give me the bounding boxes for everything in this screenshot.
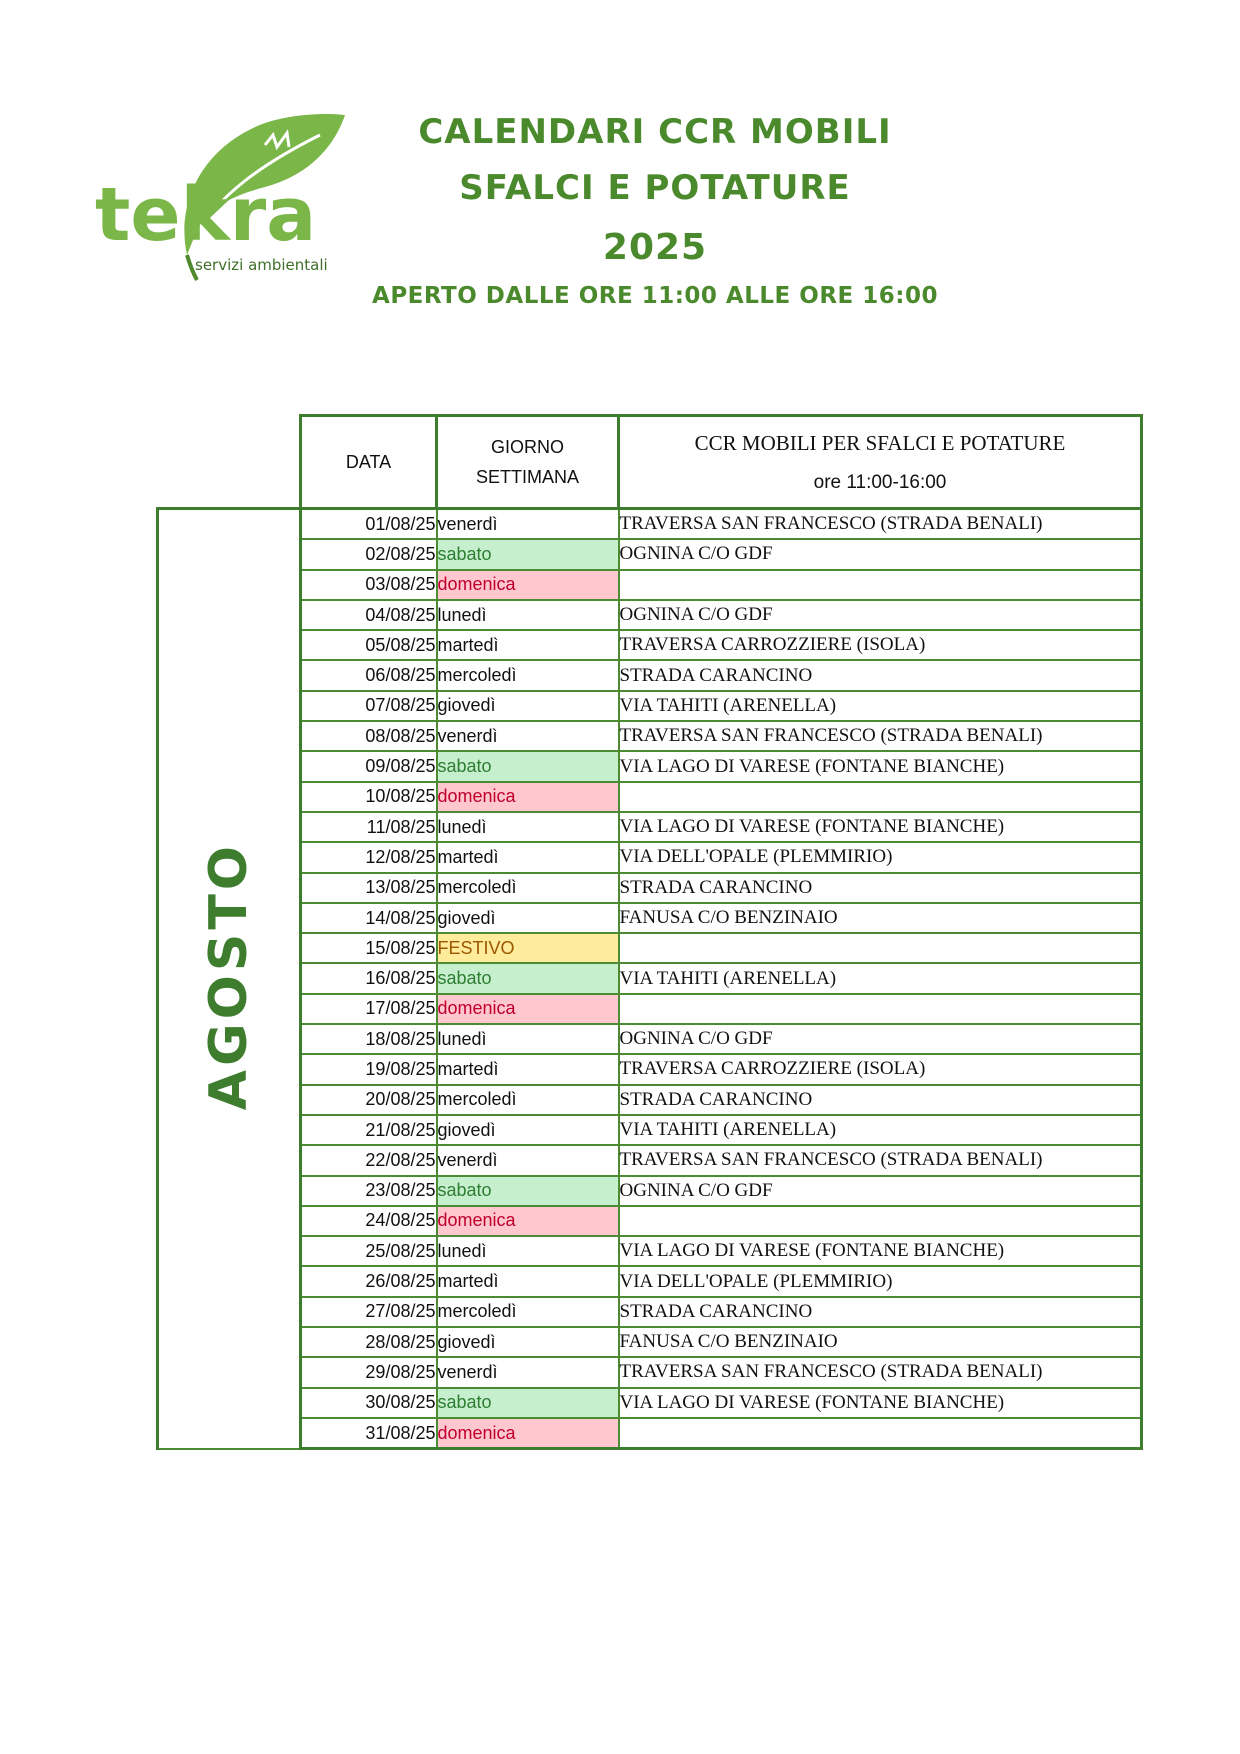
location-cell: TRAVERSA SAN FRANCESCO (STRADA BENALI) — [619, 1357, 1142, 1387]
location-cell: VIA LAGO DI VARESE (FONTANE BIANCHE) — [619, 1236, 1142, 1266]
date-cell: 19/08/25 — [301, 1054, 437, 1084]
weekday-cell: domenica — [437, 570, 619, 600]
table-row — [158, 1357, 1142, 1387]
date-cell: 10/08/25 — [301, 782, 437, 812]
location-cell: STRADA CARANCINO — [619, 1085, 1142, 1115]
table-row — [158, 1327, 1142, 1357]
date-cell: 14/08/25 — [301, 903, 437, 933]
location-cell: VIA LAGO DI VARESE (FONTANE BIANCHE) — [619, 751, 1142, 781]
title-line-2: SFALCI E POTATURE — [459, 168, 851, 208]
table-row — [158, 1388, 1142, 1418]
table-row — [158, 1206, 1142, 1236]
location-cell: TRAVERSA CARROZZIERE (ISOLA) — [619, 1054, 1142, 1084]
table-row — [158, 630, 1142, 660]
location-cell: TRAVERSA SAN FRANCESCO (STRADA BENALI) — [619, 509, 1142, 540]
weekday-cell: sabato — [437, 1176, 619, 1206]
weekday-cell: mercoledì — [437, 660, 619, 690]
location-cell: VIA TAHITI (ARENELLA) — [619, 963, 1142, 993]
title-year: 2025 — [602, 227, 708, 268]
weekday-cell: domenica — [437, 1206, 619, 1236]
location-cell: OGNINA C/O GDF — [619, 1024, 1142, 1054]
location-cell: VIA DELL'OPALE (PLEMMIRIO) — [619, 842, 1142, 872]
date-cell: 28/08/25 — [301, 1327, 437, 1357]
location-cell — [619, 933, 1142, 963]
weekday-cell: lunedì — [437, 600, 619, 630]
weekday-cell: sabato — [437, 1388, 619, 1418]
weekday-cell: giovedì — [437, 691, 619, 721]
column-header-ccr-hours: ore 11:00-16:00 — [813, 471, 947, 493]
date-cell: 05/08/25 — [301, 630, 437, 660]
date-cell: 21/08/25 — [301, 1115, 437, 1145]
location-cell: VIA DELL'OPALE (PLEMMIRIO) — [619, 1266, 1142, 1296]
weekday-cell: mercoledì — [437, 1297, 619, 1327]
column-header-data: DATA — [301, 416, 437, 509]
weekday-cell: FESTIVO — [437, 933, 619, 963]
weekday-cell: domenica — [437, 994, 619, 1024]
location-cell — [619, 782, 1142, 812]
date-cell: 20/08/25 — [301, 1085, 437, 1115]
date-cell: 02/08/25 — [301, 539, 437, 569]
location-cell: FANUSA C/O BENZINAIO — [619, 903, 1142, 933]
date-cell: 15/08/25 — [301, 933, 437, 963]
weekday-cell: martedì — [437, 1266, 619, 1296]
date-cell: 07/08/25 — [301, 691, 437, 721]
column-header-giorno-line1: GIORNO — [490, 437, 564, 457]
weekday-cell: venerdì — [437, 1145, 619, 1175]
weekday-cell: sabato — [437, 751, 619, 781]
schedule-table — [156, 414, 1143, 1450]
date-cell: 23/08/25 — [301, 1176, 437, 1206]
weekday-cell: martedì — [437, 1054, 619, 1084]
weekday-cell: lunedì — [437, 812, 619, 842]
location-cell: VIA LAGO DI VARESE (FONTANE BIANCHE) — [619, 812, 1142, 842]
location-cell: OGNINA C/O GDF — [619, 1176, 1142, 1206]
table-row — [158, 1297, 1142, 1327]
weekday-cell: lunedì — [437, 1024, 619, 1054]
location-cell: STRADA CARANCINO — [619, 873, 1142, 903]
table-row — [158, 1145, 1142, 1175]
location-cell: STRADA CARANCINO — [619, 1297, 1142, 1327]
date-cell: 24/08/25 — [301, 1206, 437, 1236]
table-row — [158, 751, 1142, 781]
date-cell: 22/08/25 — [301, 1145, 437, 1175]
column-header-giorno-line2: SETTIMANA — [475, 467, 579, 487]
weekday-cell: martedì — [437, 842, 619, 872]
location-cell — [619, 1206, 1142, 1236]
date-cell: 31/08/25 — [301, 1418, 437, 1449]
table-row — [158, 1176, 1142, 1206]
weekday-cell: venerdì — [437, 721, 619, 751]
table-row — [158, 1054, 1142, 1084]
date-cell: 30/08/25 — [301, 1388, 437, 1418]
weekday-cell: venerdì — [437, 509, 619, 540]
date-cell: 27/08/25 — [301, 1297, 437, 1327]
date-cell: 17/08/25 — [301, 994, 437, 1024]
table-row — [158, 903, 1142, 933]
weekday-cell: lunedì — [437, 1236, 619, 1266]
date-cell: 13/08/25 — [301, 873, 437, 903]
date-cell: 06/08/25 — [301, 660, 437, 690]
table-row — [158, 1115, 1142, 1145]
location-cell: TRAVERSA CARROZZIERE (ISOLA) — [619, 630, 1142, 660]
weekday-cell: giovedì — [437, 1115, 619, 1145]
table-row — [158, 509, 1142, 540]
opening-hours: APERTO DALLE ORE 11:00 ALLE ORE 16:00 — [372, 283, 938, 309]
weekday-cell: martedì — [437, 630, 619, 660]
weekday-cell: giovedì — [437, 903, 619, 933]
weekday-cell: giovedì — [437, 1327, 619, 1357]
table-row — [158, 963, 1142, 993]
logo-tagline: servizi ambientali — [195, 256, 328, 274]
location-cell: OGNINA C/O GDF — [619, 539, 1142, 569]
location-cell: STRADA CARANCINO — [619, 660, 1142, 690]
weekday-cell: venerdì — [437, 1357, 619, 1387]
date-cell: 08/08/25 — [301, 721, 437, 751]
table-row — [158, 873, 1142, 903]
weekday-cell: domenica — [437, 1418, 619, 1449]
weekday-cell: mercoledì — [437, 1085, 619, 1115]
month-label: AGOSTO — [199, 842, 259, 1111]
weekday-cell: sabato — [437, 963, 619, 993]
table-row — [158, 782, 1142, 812]
logo-brand: tekra — [95, 172, 317, 258]
table-row — [158, 1266, 1142, 1296]
table-row — [158, 933, 1142, 963]
table-row — [158, 660, 1142, 690]
location-cell: VIA TAHITI (ARENELLA) — [619, 1115, 1142, 1145]
location-cell: FANUSA C/O BENZINAIO — [619, 1327, 1142, 1357]
table-row — [158, 539, 1142, 569]
table-row — [158, 812, 1142, 842]
table-row — [158, 1236, 1142, 1266]
location-cell — [619, 570, 1142, 600]
location-cell: OGNINA C/O GDF — [619, 600, 1142, 630]
location-cell: VIA LAGO DI VARESE (FONTANE BIANCHE) — [619, 1388, 1142, 1418]
header-spacer — [158, 416, 301, 509]
table-row — [158, 842, 1142, 872]
date-cell: 12/08/25 — [301, 842, 437, 872]
weekday-cell: domenica — [437, 782, 619, 812]
date-cell: 18/08/25 — [301, 1024, 437, 1054]
table-row — [158, 1418, 1142, 1449]
column-header-ccr-title: CCR MOBILI PER SFALCI E POTATURE — [694, 430, 1066, 455]
table-row — [158, 570, 1142, 600]
date-cell: 25/08/25 — [301, 1236, 437, 1266]
location-cell: TRAVERSA SAN FRANCESCO (STRADA BENALI) — [619, 721, 1142, 751]
month-label-cell — [158, 509, 301, 1449]
table-row — [158, 600, 1142, 630]
location-cell — [619, 994, 1142, 1024]
column-header-ccr — [619, 416, 1142, 509]
date-cell: 29/08/25 — [301, 1357, 437, 1387]
table-row — [158, 994, 1142, 1024]
date-cell: 09/08/25 — [301, 751, 437, 781]
title-line-1: CALENDARI CCR MOBILI — [418, 112, 892, 152]
date-cell: 03/08/25 — [301, 570, 437, 600]
column-header-giorno — [437, 416, 619, 509]
table-row — [158, 721, 1142, 751]
table-row — [158, 1024, 1142, 1054]
table-row — [158, 1085, 1142, 1115]
location-cell — [619, 1418, 1142, 1449]
date-cell: 01/08/25 — [301, 509, 437, 540]
date-cell: 16/08/25 — [301, 963, 437, 993]
date-cell: 26/08/25 — [301, 1266, 437, 1296]
location-cell: VIA TAHITI (ARENELLA) — [619, 691, 1142, 721]
date-cell: 11/08/25 — [301, 812, 437, 842]
weekday-cell: mercoledì — [437, 873, 619, 903]
table-header-row — [158, 416, 1142, 509]
schedule-body — [158, 509, 1142, 1449]
table-row — [158, 691, 1142, 721]
date-cell: 04/08/25 — [301, 600, 437, 630]
location-cell: TRAVERSA SAN FRANCESCO (STRADA BENALI) — [619, 1145, 1142, 1175]
weekday-cell: sabato — [437, 539, 619, 569]
